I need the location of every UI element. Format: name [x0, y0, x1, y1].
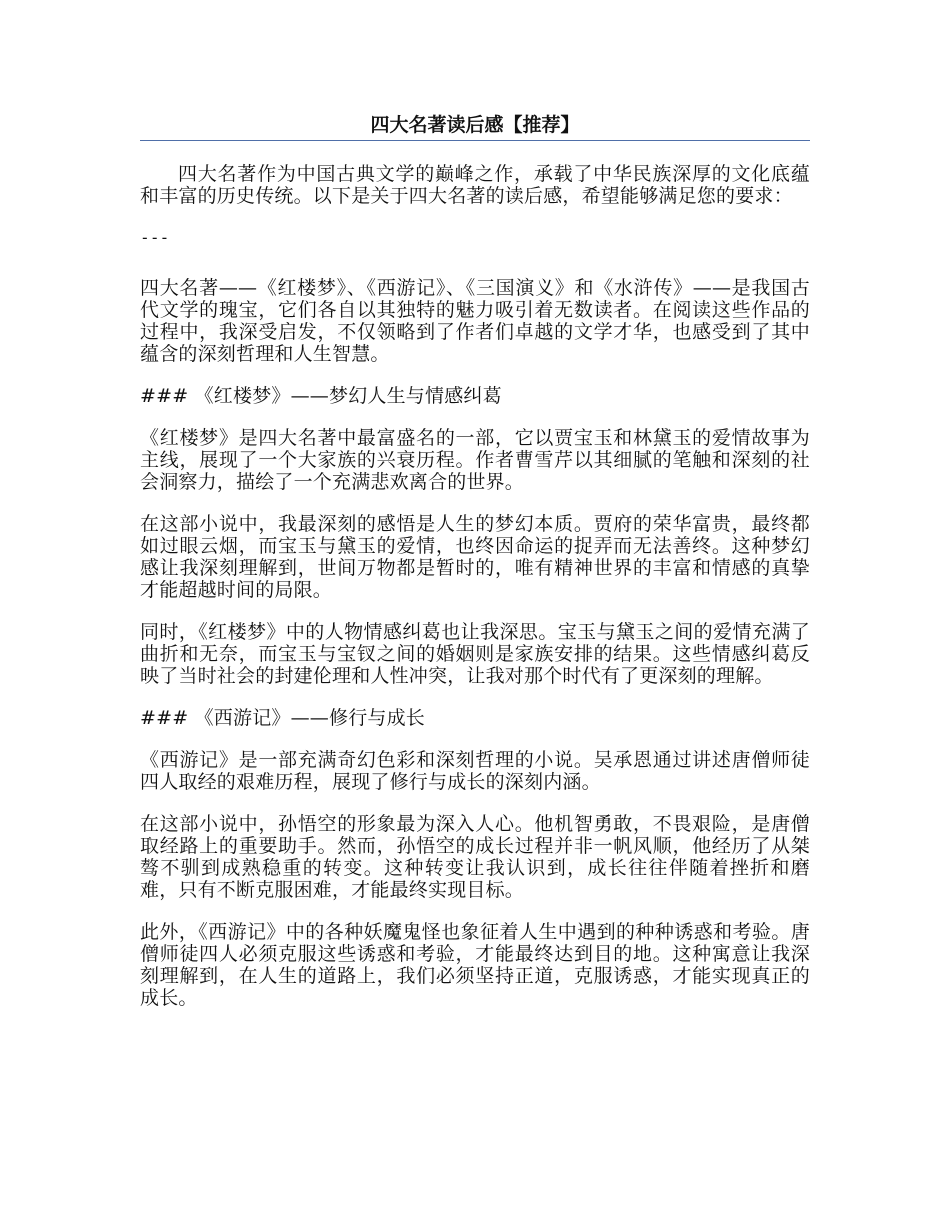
- paragraph: 在这部小说中，孙悟空的形象最为深入人心。他机智勇敢，不畏艰险，是唐僧取经路上的重要助手。然而，孙悟空的成长过程并非一帆风顺，他经历了从桀骜不驯到成熟稳重的转变。这种转变让我认识到，成长往往伴随着挫折和磨难，只有不断克服困难，才能最终实现目标。: [140, 813, 810, 901]
- document-title: 四大名著读后感【推荐】: [370, 114, 580, 136]
- paragraph: 《西游记》是一部充满奇幻色彩和深刻哲理的小说。吴承恩通过讲述唐僧师徒四人取经的艰难历程，展现了修行与成长的深刻内涵。: [140, 749, 810, 793]
- overview-paragraph: 四大名著——《红楼梦》、《西游记》、《三国演义》和《水浒传》——是我国古代文学的瑰宝，它们各自以其独特的魅力吸引着无数读者。在阅读这些作品的过程中，我深受启发，不仅领略到了作者们卓越的文学才华，也感受到了其中蕴含的深刻哲理和人生智慧。: [140, 277, 810, 365]
- paragraph: 同时，《红楼梦》中的人物情感纠葛也让我深思。宝玉与黛玉之间的爱情充满了曲折和无奈，而宝玉与宝钗之间的婚姻则是家族安排的结果。这些情感纠葛反映了当时社会的封建伦理和人性冲突，让我对那个时代有了更深刻的理解。: [140, 621, 810, 687]
- paragraph: 《红楼梦》是四大名著中最富盛名的一部，它以贾宝玉和林黛玉的爱情故事为主线，展现了一个大家族的兴衰历程。作者曹雪芹以其细腻的笔触和深刻的社会洞察力，描绘了一个充满悲欢离合的世界。: [140, 427, 810, 493]
- title-divider: [140, 140, 810, 141]
- separator-line: ---: [140, 228, 170, 247]
- paragraph: 此外，《西游记》中的各种妖魔鬼怪也象征着人生中遇到的种种诱惑和考验。唐僧师徒四人必须克服这些诱惑和考验，才能最终达到目的地。这种寓意让我深刻理解到，在人生的道路上，我们必须坚持正道，克服诱惑，才能实现真正的成长。: [140, 921, 810, 1009]
- section-heading-hongloumeng: ### 《红楼梦》——梦幻人生与情感纠葛: [140, 385, 502, 407]
- document-body: [140, 163, 810, 1029]
- section-heading-xiyouji: ### 《西游记》——修行与成长: [140, 707, 425, 729]
- paragraph: 在这部小说中，我最深刻的感悟是人生的梦幻本质。贾府的荣华富贵，最终都如过眼云烟，而宝玉与黛玉的爱情，也终因命运的捉弄而无法善终。这种梦幻感让我深刻理解到，世间万物都是暂时的，唯有精神世界的丰富和情感的真挚才能超越时间的局限。: [140, 513, 810, 601]
- intro-paragraph: 四大名著作为中国古典文学的巅峰之作，承载了中华民族深厚的文化底蕴和丰富的历史传统。以下是关于四大名著的读后感，希望能够满足您的要求：: [140, 163, 810, 207]
